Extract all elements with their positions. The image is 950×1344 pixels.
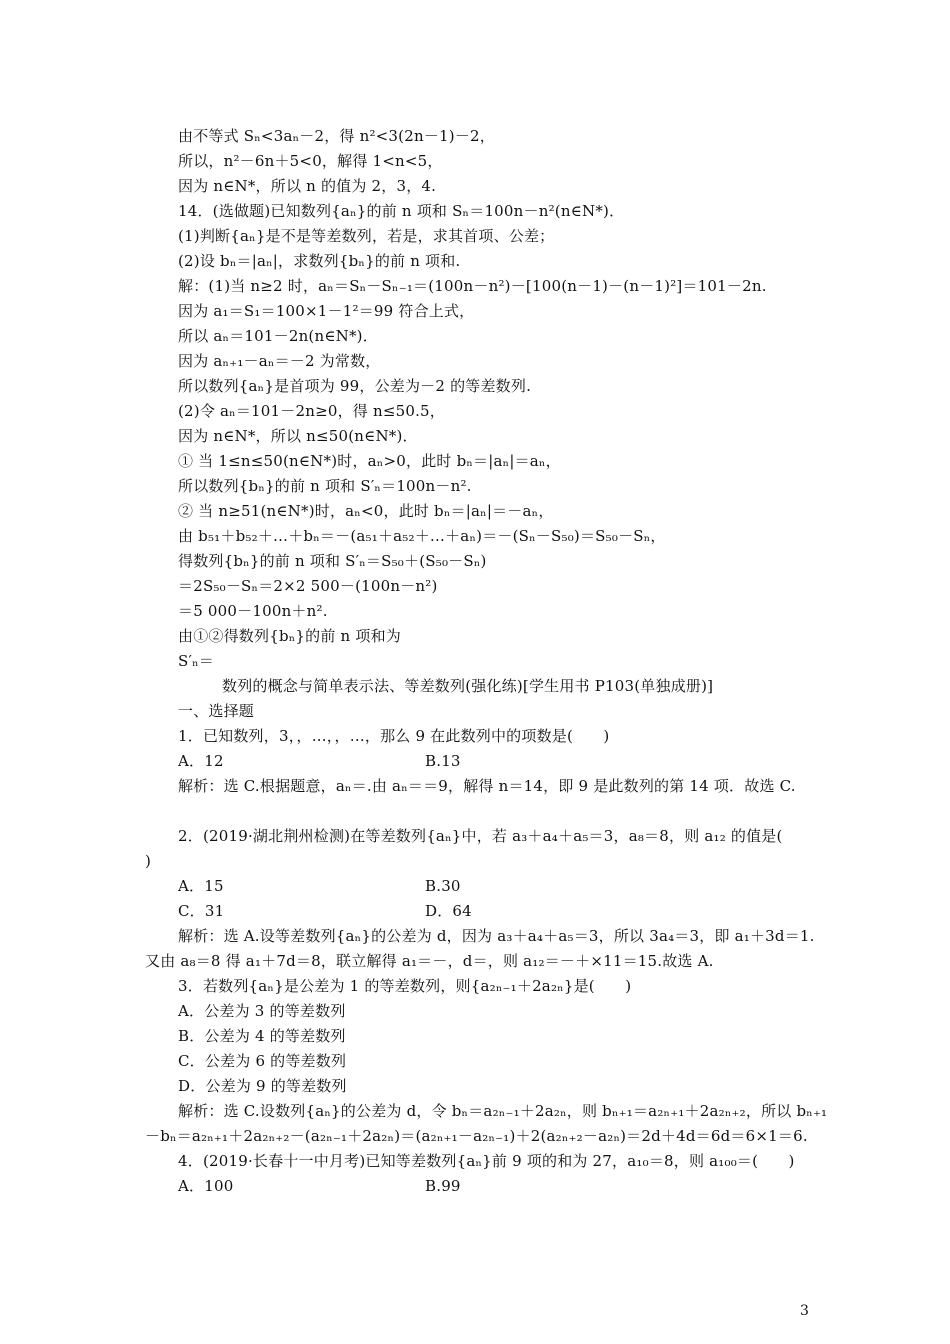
text-line: (1)判断{aₙ}是不是等差数列，若是，求其首项、公差； bbox=[178, 227, 555, 245]
text-line: 解：(1)当 n≥2 时，aₙ＝Sₙ－Sₙ₋₁＝(100n－n²)－[100(n－1)－(n－1)²]＝101－2n. bbox=[178, 277, 767, 295]
option-right: B.30 bbox=[425, 877, 461, 895]
text-line: ① 当 1≤n≤50(n∈N*)时，aₙ>0，此时 bₙ＝|aₙ|＝aₙ， bbox=[178, 452, 561, 470]
text-line: 因为 aₙ₊₁－aₙ＝－2 为常数， bbox=[178, 352, 381, 370]
text-line: －bₙ＝a₂ₙ₊₁＋2a₂ₙ₊₂－(a₂ₙ₋₁＋2a₂ₙ)＝(a₂ₙ₊₁－a₂ₙ₋₁)＋2(a₂ₙ₊₂－a₂ₙ)＝2d＋4d＝6d＝6×1＝6. bbox=[145, 1127, 808, 1145]
text-line: S′ₙ＝ bbox=[178, 652, 214, 670]
text-line: ) bbox=[145, 852, 152, 870]
text-line: 所以 aₙ＝101－2n(n∈N*)． bbox=[178, 327, 378, 345]
text-line: C．公差为 6 的等差数列 bbox=[178, 1052, 347, 1070]
text-line: 得数列{bₙ}的前 n 项和 S′ₙ＝S₅₀＋(S₅₀－Sₙ) bbox=[178, 552, 487, 570]
text-line: 所以数列{bₙ}的前 n 项和 S′ₙ＝100n－n². bbox=[178, 477, 472, 495]
option-right: D．64 bbox=[425, 902, 472, 920]
text-line: 1．已知数列，3，，…，，…，那么 9 在此数列中的项数是( ) bbox=[178, 727, 610, 745]
option-left: A．12 bbox=[178, 752, 224, 770]
text-line: 3．若数列{aₙ}是公差为 1 的等差数列，则{a₂ₙ₋₁＋2a₂ₙ}是( ) bbox=[178, 977, 632, 995]
text-line: 4．(2019·长春十一中月考)已知等差数列{aₙ}前 9 项的和为 27，a₁₀＝8，则 a₁₀₀＝( ) bbox=[178, 1152, 795, 1170]
text-line: 解析：选 A.设等差数列{aₙ}的公差为 d，因为 a₃＋a₄＋a₅＝3，所以 3a₄＝3，即 a₁＋3d＝1. bbox=[178, 927, 815, 945]
text-line: (2)设 bₙ＝|aₙ|，求数列{bₙ}的前 n 项和. bbox=[178, 252, 461, 270]
text-line: 由①②得数列{bₙ}的前 n 项和为 bbox=[178, 627, 401, 645]
option-left: A．100 bbox=[178, 1177, 234, 1195]
option-left: A．15 bbox=[178, 877, 224, 895]
text-line: 数列的概念与简单表示法、等差数列(强化练)[学生用书 P103(单独成册)] bbox=[222, 677, 714, 695]
text-line: 由不等式 Sₙ<3aₙ－2，得 n²<3(2n－1)－2， bbox=[178, 127, 495, 145]
text-line: 解析：选 C.根据题意，aₙ＝.由 aₙ＝＝9，解得 n＝14，即 9 是此数列的第 14 项．故选 C. bbox=[178, 777, 796, 795]
text-line: 14．(选做题)已知数列{aₙ}的前 n 项和 Sₙ＝100n－n²(n∈N*)． bbox=[178, 202, 625, 220]
text-line: 由 b₅₁＋b₅₂＋…＋bₙ＝－(a₅₁＋a₅₂＋…＋aₙ)＝－(Sₙ－S₅₀)＝S₅₀－Sₙ， bbox=[178, 527, 666, 545]
text-line: 解析：选 C.设数列{aₙ}的公差为 d，令 bₙ＝a₂ₙ₋₁＋2a₂ₙ，则 bₙ₊₁＝a₂ₙ₊₁＋2a₂ₙ₊₂，所以 bₙ₊₁ bbox=[178, 1102, 828, 1120]
text-line: 因为 a₁＝S₁＝100×1－1²＝99 符合上式， bbox=[178, 302, 475, 320]
text-line: ＝2S₅₀－Sₙ＝2×2 500－(100n－n²) bbox=[178, 577, 438, 595]
page-number: 3 bbox=[800, 1303, 809, 1319]
text-line: 2．(2019·湖北荆州检测)在等差数列{aₙ}中，若 a₃＋a₄＋a₅＝3，a₈＝8，则 a₁₂ 的值是( bbox=[178, 827, 783, 845]
text-line: ＝5 000－100n＋n². bbox=[178, 602, 328, 620]
text-line: 又由 a₈＝8 得 a₁＋7d＝8，联立解得 a₁＝－，d＝，则 a₁₂＝－＋×11＝15.故选 A. bbox=[145, 952, 714, 970]
text-line: A．公差为 3 的等差数列 bbox=[178, 1002, 346, 1020]
text-line: D．公差为 9 的等差数列 bbox=[178, 1077, 347, 1095]
option-left: C．31 bbox=[178, 902, 225, 920]
text-line: 所以，n²－6n＋5<0，解得 1<n<5， bbox=[178, 152, 443, 170]
text-line: 因为 n∈N*，所以 n 的值为 2，3，4. bbox=[178, 177, 437, 195]
text-line: (2)令 aₙ＝101－2n≥0，得 n≤50.5， bbox=[178, 402, 445, 420]
text-line: 因为 n∈N*，所以 n≤50(n∈N*)． bbox=[178, 427, 418, 445]
text-line: 所以数列{aₙ}是首项为 99，公差为－2 的等差数列. bbox=[178, 377, 532, 395]
option-right: B.13 bbox=[425, 752, 461, 770]
option-right: B.99 bbox=[425, 1177, 461, 1195]
text-line: ② 当 n≥51(n∈N*)时，aₙ<0，此时 bₙ＝|aₙ|＝－aₙ， bbox=[178, 502, 554, 520]
text-line: 一、选择题 bbox=[178, 702, 255, 720]
text-line: B．公差为 4 的等差数列 bbox=[178, 1027, 346, 1045]
